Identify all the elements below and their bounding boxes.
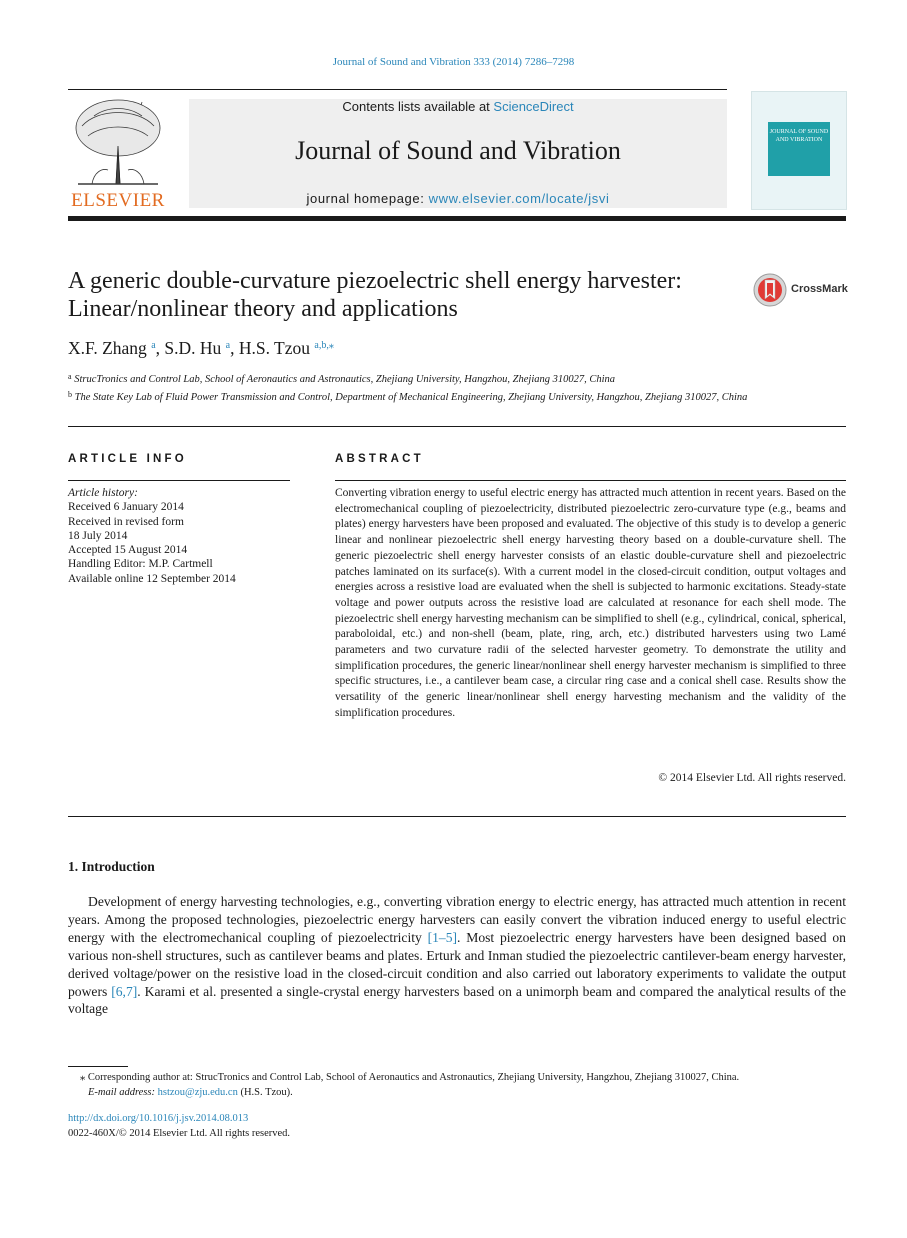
abstract-bottom-rule — [68, 816, 846, 817]
crossmark-label: CrossMark — [791, 283, 848, 295]
history-item: Accepted 15 August 2014 — [68, 544, 188, 557]
author-name[interactable]: S.D. Hu — [164, 338, 222, 358]
abstract-text: Converting vibration energy to useful electric energy has attracted much attention in recent years. Based on the electromechanical coupling of piezoelectricity, distributed piezoelectric zero-curvature type (e.g., beams and plates) energy harvesters have been proposed and evaluated. The objective of this study is to develop a generic linear and nonlinear piezoelectric shell energy harvesting theory based on a double-curvature shell. The generic piezoelectric shell energy harvester consists of an elastic double-curvature shell and piezoelectric patches laminated on its surface(s). With a current model in the closed-circuit condition, output voltages and energies across a resistive load are evaluated when the shell is subjected to harmonic excitations. Steady-state voltage and power outputs across the resistive load are calculated at resonance for each shell mode. The piezoelectric shell energy harvesting mechanism can be simplified to shell (e.g., cylindrical, conical, spherical, paraboloidal, etc.) and non-shell (beam, plate, ring, arch, etc.) distributed harvesters using two Lamé parameters and two curvature radii of the selected harvester geometry. To demonstrate the utility and simplification procedures, the generic linear/nonlinear shell energy harvester mechanism is simplified to three specific structures, i.e., a cantilever beam case, a circular ring case and a conical shell case. Results show the versatility of the generic linear/nonlinear shell energy harvesting mechanism and the validity of the simplification procedures. — [335, 487, 846, 719]
corresponding-author-text: Corresponding author at: StrucTronics and Control Lab, School of Aeronautics and Astronautics, Zhejiang University, Hangzhou, Zhejiang 310027, China. — [87, 1072, 740, 1083]
author-list — [68, 338, 334, 359]
homepage-line — [189, 191, 727, 206]
affiliation-rule — [68, 426, 846, 427]
masthead-thick-rule — [68, 216, 846, 221]
history-item: Received 6 January 2014 — [68, 501, 184, 514]
affiliations — [68, 370, 748, 405]
article-info-rule — [68, 480, 290, 481]
intro-text-part: . Most piezoelectric energy harvesters have been designed based on various non-shell structures, such as cantilever beams and plates. Erturk and Inman studied the piezoelectric cantilever-beam energy harvester, derived voltage/power on the resistive load in the closed-circuit condition and also carried out laboratory experiments to validate the output powers — [68, 929, 846, 999]
article-history — [68, 486, 298, 586]
doi-link[interactable]: http://dx.doi.org/10.1016/j.jsv.2014.08.013 — [68, 1113, 249, 1124]
email-label: E-mail address: — [88, 1086, 158, 1098]
abstract-heading: ABSTRACT — [335, 453, 424, 465]
affiliation-b — [68, 388, 748, 406]
intro-text-part: Development of energy harvesting technologies, e.g., converting vibration energy to electric energy, has attracted much attention in recent years. Among the proposed technologies, piezoelectric energy harvesters can easily convert the vibration induced energy to useful electric energy with the electromechanical coupling of piezoelectricity — [68, 894, 846, 945]
elsevier-tree-icon — [68, 96, 168, 188]
homepage-link[interactable]: www.elsevier.com/locate/jsvi — [428, 191, 610, 206]
author-separator: , — [155, 338, 165, 358]
citation-link[interactable]: [1–5] — [427, 929, 458, 945]
contents-line — [189, 99, 727, 114]
abstract-copyright: © 2014 Elsevier Ltd. All rights reserved. — [658, 772, 846, 784]
journal-reference-link[interactable]: Journal of Sound and Vibration 333 (2014) 7286–7298 — [332, 56, 575, 68]
affiliation-a — [68, 370, 748, 388]
cover-title: JOURNAL OF SOUND AND VIBRATION — [768, 122, 830, 176]
affiliation-text: The State Key Lab of Fluid Power Transmission and Control, Department of Mechanical Engineering, Zhejiang University, Hangzhou, Zhejiang 310027, China — [74, 391, 748, 403]
elsevier-wordmark: ELSEVIER — [71, 190, 165, 211]
affiliation-marker: b — [68, 389, 72, 399]
author-name[interactable]: H.S. Tzou — [238, 338, 310, 358]
article-info-heading: ARTICLE INFO — [68, 453, 187, 465]
author-separator: , — [230, 338, 239, 358]
footnote — [68, 1071, 846, 1100]
issn-line: 0022-460X/© 2014 Elsevier Ltd. All rights reserved. — [68, 1127, 291, 1139]
email-link[interactable]: hstzou@zju.edu.cn — [157, 1086, 238, 1098]
introduction-heading: 1. Introduction — [68, 859, 155, 874]
masthead-top-rule — [68, 89, 727, 90]
journal-title: Journal of Sound and Vibration — [295, 136, 621, 165]
history-item: Available online 12 September 2014 — [68, 572, 236, 585]
crossmark-badge[interactable] — [752, 272, 848, 308]
history-item: Handling Editor: M.P. Cartmell — [68, 558, 213, 571]
intro-text-part: . Karami et al. presented a single-crystal energy harvesters based on a unimorph beam and compared the analytical results of the voltage — [68, 983, 846, 1017]
citation-link[interactable]: [6,7] — [111, 983, 138, 999]
affiliation-marker: a — [68, 372, 72, 381]
abstract-rule — [335, 480, 846, 481]
affiliation-text: StrucTronics and Control Lab, School of Aeronautics and Astronautics, Zhejiang University, Hangzhou, Zhejiang 310027, China — [74, 374, 616, 385]
email-suffix: (H.S. Tzou). — [237, 1086, 293, 1098]
contents-prefix: Contents lists available at — [342, 99, 494, 114]
corresponding-author-note — [68, 1071, 846, 1086]
introduction-paragraph — [68, 893, 846, 1018]
journal-cover-thumbnail[interactable] — [751, 91, 847, 210]
paper-title: A generic double-curvature piezoelectric shell energy harvester: Linear/nonlinear theory and applications — [68, 268, 682, 322]
elsevier-logo[interactable] — [68, 96, 168, 212]
history-item: 18 July 2014 — [68, 529, 128, 542]
footnote-star: ⁎ — [80, 1072, 86, 1083]
homepage-prefix: journal homepage: — [306, 191, 429, 206]
doi-block — [68, 1112, 290, 1141]
author-affiliation-marker[interactable]: a,b,⁎ — [314, 340, 334, 351]
author-name[interactable]: X.F. Zhang — [68, 338, 147, 358]
crossmark-icon — [752, 272, 788, 308]
masthead-box — [189, 99, 727, 208]
sciencedirect-link[interactable]: ScienceDirect — [493, 99, 574, 114]
author-affiliation-marker[interactable]: a — [151, 340, 156, 351]
author-affiliation-marker[interactable]: a — [225, 340, 231, 351]
footnote-rule — [68, 1066, 128, 1067]
history-title: Article history: — [68, 487, 138, 499]
email-line — [68, 1086, 846, 1101]
history-item: Received in revised form — [68, 515, 184, 528]
